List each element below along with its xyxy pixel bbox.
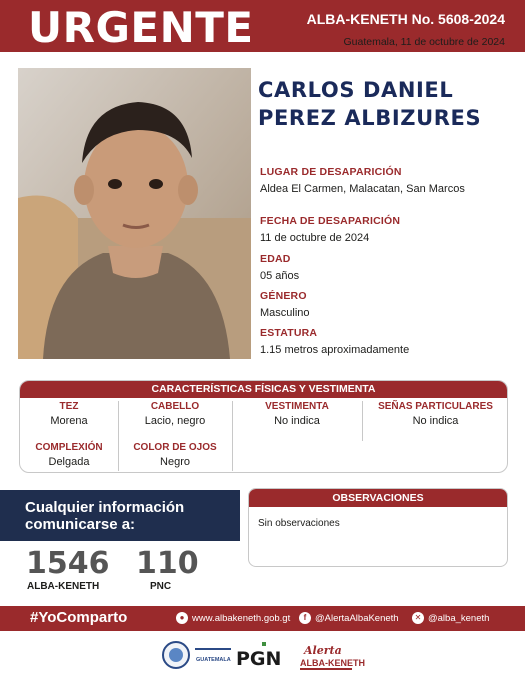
characteristics-box — [19, 380, 508, 473]
footer-bar — [0, 606, 525, 631]
contact-line-1: Cualquier información — [25, 499, 185, 516]
char-complexion — [20, 442, 118, 468]
observations-title: OBSERVACIONES — [249, 489, 507, 507]
char-label: COMPLEXIÓN — [35, 442, 103, 453]
globe-icon: ● — [176, 612, 188, 624]
case-number: ALBA-KENETH No. 5608-2024 — [306, 11, 505, 27]
field-gender — [260, 290, 310, 319]
char-cabello — [118, 401, 232, 427]
char-tez — [20, 401, 118, 427]
contact-line-2: comunicarse a: — [25, 516, 136, 533]
name-line-2: PEREZ ALBIZURES — [258, 106, 482, 130]
observations-text: Sin observaciones — [258, 518, 340, 529]
name-line-1: CARLOS DANIEL — [258, 78, 454, 102]
char-vestimenta — [232, 401, 362, 427]
alba-keneth-logo-text: ALBA-KENETH — [300, 658, 365, 668]
website-link[interactable] — [176, 612, 290, 624]
x-link[interactable] — [412, 612, 489, 624]
website-text: www.albakeneth.gob.gt — [192, 612, 291, 624]
field-value: 05 años — [260, 270, 300, 282]
observations-box — [248, 488, 508, 567]
missing-child-photo — [18, 68, 251, 359]
phone-alba-keneth-label: ALBA-KENETH — [27, 581, 100, 592]
char-label: SEÑAS PARTICULARES — [378, 401, 493, 412]
field-disappearance-date — [260, 215, 400, 244]
alerta-logo-text: Alerta — [304, 644, 342, 657]
phone-pnc[interactable]: 110 — [136, 546, 199, 581]
field-value: 11 de octubre de 2024 — [260, 232, 370, 244]
facebook-text: @AlertaAlbaKeneth — [315, 612, 399, 624]
char-label: CABELLO — [150, 401, 200, 412]
facebook-link[interactable] — [299, 612, 399, 624]
place-date: Guatemala, 11 de octubre de 2024 — [343, 36, 505, 48]
hashtag: #YoComparto — [30, 609, 128, 626]
field-age — [260, 253, 299, 282]
field-label: EDAD — [260, 253, 291, 265]
char-value: No indica — [412, 415, 459, 427]
partner-logos — [0, 638, 525, 674]
field-value: Masculino — [260, 307, 310, 319]
x-icon: ✕ — [412, 612, 424, 624]
field-height — [260, 327, 409, 356]
field-label: LUGAR DE DESAPARICIÓN — [260, 166, 402, 178]
guatemala-seal-icon — [163, 642, 189, 668]
field-label: ESTATURA — [260, 327, 318, 339]
char-ojos — [118, 442, 232, 468]
child-photo-illustration — [18, 68, 251, 359]
logos-row — [0, 638, 525, 674]
field-value: 1.15 metros aproximadamente — [260, 344, 410, 356]
pgn-logo-text: PGN — [236, 648, 282, 670]
field-value: Aldea El Carmen, Malacatan, San Marcos — [260, 183, 465, 195]
contact-info-box — [0, 490, 240, 541]
char-senas — [362, 401, 508, 427]
char-label: COLOR DE OJOS — [133, 442, 217, 453]
char-value: No indica — [274, 415, 320, 427]
char-label: VESTIMENTA — [265, 401, 329, 412]
urgent-title: URGENTE — [28, 3, 254, 52]
x-text: @alba_keneth — [428, 612, 490, 624]
facebook-icon: f — [299, 612, 311, 624]
char-label: TEZ — [59, 401, 79, 412]
char-value: Lacio, negro — [144, 415, 206, 427]
gov-text: GUATEMALA — [196, 657, 231, 663]
missing-person-name — [258, 76, 518, 132]
field-label: FECHA DE DESAPARICIÓN — [260, 215, 401, 227]
phone-alba-keneth[interactable]: 1546 — [26, 546, 110, 581]
char-value: Negro — [160, 456, 190, 468]
characteristics-title: CARACTERÍSTICAS FÍSICAS Y VESTIMENTA — [20, 381, 507, 398]
phone-pnc-label: PNC — [150, 581, 172, 592]
char-value: Morena — [50, 415, 88, 427]
field-label: GÉNERO — [260, 290, 307, 302]
field-disappearance-place — [260, 166, 465, 195]
char-value: Delgada — [48, 456, 90, 468]
